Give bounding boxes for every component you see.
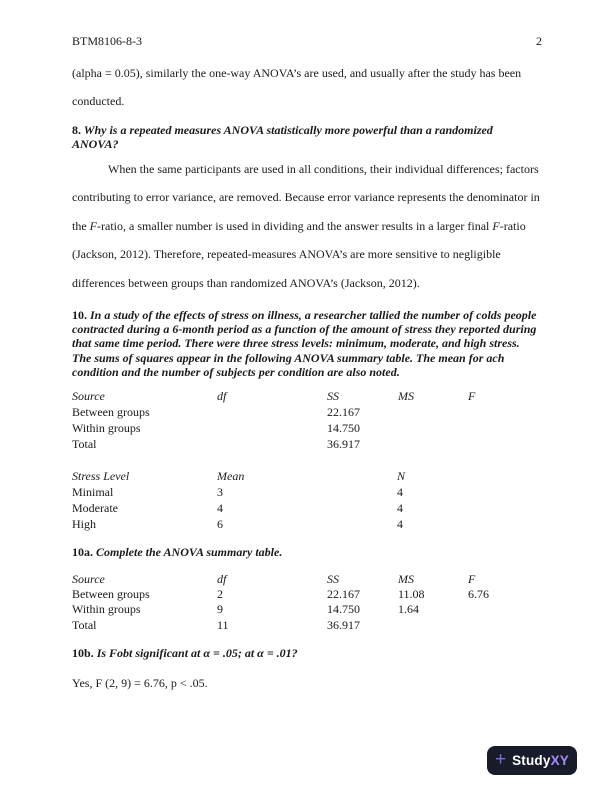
column-header-df: df xyxy=(217,572,227,586)
cell-df xyxy=(217,421,327,437)
cell-f xyxy=(468,405,475,421)
question-10-heading xyxy=(72,308,536,379)
question-10-text-line3: that same time period. There were three stress levels: minimum, moderate, and high stress. xyxy=(72,336,520,351)
cell-level: Moderate xyxy=(72,500,118,515)
cell-df xyxy=(217,437,327,453)
column-header-f: F xyxy=(468,389,476,403)
answer-8-line5: differences between groups than randomized ANOVA’s (Jackson, 2012). xyxy=(72,275,420,290)
column-header-stress-level: Stress Level xyxy=(72,469,130,483)
cell-source: Total xyxy=(72,617,97,632)
cell-ms xyxy=(398,405,468,421)
question-10-text-line4: The sums of squares appear in the following ANOVA summary table. The mean for ach xyxy=(72,350,505,365)
header-page-number: 2 xyxy=(536,34,542,48)
table-header-row xyxy=(72,572,489,587)
answer-8-line3: the F-ratio, a smaller number is used in dividing and the answer results in a larger final F-ratio xyxy=(72,218,526,233)
plus-icon: + xyxy=(494,749,507,770)
cell-source: Within groups xyxy=(72,602,141,617)
logo-text-study: Study xyxy=(512,753,551,768)
cell-ms: 11.08 xyxy=(398,587,425,602)
logo-text-xy: XY xyxy=(550,753,570,768)
page-header xyxy=(72,34,542,49)
question-10b-number: 10b. xyxy=(72,646,94,660)
cell-ms xyxy=(398,437,468,453)
table-row xyxy=(72,587,489,602)
question-10a-heading xyxy=(72,545,282,560)
cell-df: 9 xyxy=(217,602,223,617)
answer-8-line2: contributing to error variance, are removed. Because error variance represents the denominator in xyxy=(72,190,540,205)
cell-n: 4 xyxy=(397,484,403,499)
answer-8-paragraph xyxy=(72,162,540,304)
cell-level: High xyxy=(72,516,96,531)
table-header-row xyxy=(72,469,405,485)
table-row xyxy=(72,618,489,633)
cell-source: Within groups xyxy=(72,420,141,435)
studyxy-logo-text xyxy=(512,753,569,768)
table-row xyxy=(72,602,489,617)
cell-ss: 36.917 xyxy=(327,617,360,632)
question-8-text-line1: Why is a repeated measures ANOVA statistically more powerful than a randomized xyxy=(81,123,493,137)
cell-f xyxy=(468,602,489,617)
column-header-ss: SS xyxy=(327,572,339,586)
stress-level-table xyxy=(72,469,405,533)
anova-table-complete xyxy=(72,572,489,633)
column-header-source: Source xyxy=(72,389,105,403)
cell-n: 4 xyxy=(397,516,403,531)
cell-mean: 3 xyxy=(217,484,223,499)
question-10-text-line1: In a study of the effects of stress on illness, a researcher tallied the number of colds people xyxy=(87,308,537,322)
table-row xyxy=(72,485,405,501)
question-10-text-line2: contracted during a 6-month period as a function of the amount of stress they reported during xyxy=(72,322,537,337)
question-10b-heading xyxy=(72,646,298,661)
cell-ss: 22.167 xyxy=(327,587,360,602)
cell-source: Between groups xyxy=(72,587,150,602)
cell-ss: 14.750 xyxy=(327,602,360,617)
table-row xyxy=(72,501,405,517)
cell-df: 11 xyxy=(217,617,229,632)
cell-mean: 4 xyxy=(217,500,223,515)
question-10-number: 10. xyxy=(72,308,87,322)
column-header-df: df xyxy=(217,389,227,403)
answer-8-line1: When the same participants are used in all conditions, their individual differences; factors xyxy=(108,162,539,176)
f-ratio-italic-f: F xyxy=(492,218,500,233)
anova-table-incomplete xyxy=(72,389,475,453)
cell-ms: 1.64 xyxy=(398,602,419,617)
intro-paragraph-line2: conducted. xyxy=(72,94,125,108)
f-ratio-italic-f: F xyxy=(89,218,98,233)
column-header-ms: MS xyxy=(398,389,414,403)
column-header-n: N xyxy=(397,469,406,483)
cell-source: Total xyxy=(72,436,97,451)
question-10a-text: Complete the ANOVA summary table. xyxy=(93,545,283,559)
studyxy-logo-badge[interactable] xyxy=(487,746,577,775)
question-10b-text: Is Fobt significant at α = .05; at α = .01? xyxy=(93,646,298,660)
cell-source: Between groups xyxy=(72,404,150,419)
table-header-row xyxy=(72,389,475,405)
cell-mean: 6 xyxy=(217,516,223,531)
column-header-ms: MS xyxy=(398,572,414,586)
cell-f xyxy=(468,437,475,453)
answer-10b: Yes, F (2, 9) = 6.76, p < .05. xyxy=(72,676,208,690)
cell-ms xyxy=(398,618,468,633)
table-row xyxy=(72,517,405,533)
cell-ss: 14.750 xyxy=(327,420,360,435)
cell-f: 6.76 xyxy=(468,587,489,602)
answer-8-line4: (Jackson, 2012). Therefore, repeated-measures ANOVA’s are more sensitive to negligible xyxy=(72,247,501,262)
question-8-heading xyxy=(72,123,493,151)
table-row xyxy=(72,405,475,421)
header-course-code: BTM8106-8-3 xyxy=(72,34,142,48)
table-row xyxy=(72,421,475,437)
table-row xyxy=(72,437,475,453)
cell-level: Minimal xyxy=(72,484,114,499)
cell-ss: 22.167 xyxy=(327,404,360,419)
cell-df: 2 xyxy=(217,587,223,602)
column-header-f: F xyxy=(468,572,476,586)
cell-f xyxy=(468,421,475,437)
intro-paragraph-line1: (alpha = 0.05), similarly the one-way ANOVA’s are used, and usually after the study has been xyxy=(72,66,522,80)
question-8-number: 8. xyxy=(72,123,81,137)
cell-ms xyxy=(398,421,468,437)
question-10a-number: 10a. xyxy=(72,545,93,559)
question-10-text-line5: condition and the number of subjects per condition are also noted. xyxy=(72,364,400,379)
column-header-mean: Mean xyxy=(217,469,245,483)
cell-f xyxy=(468,618,489,633)
cell-n: 4 xyxy=(397,500,403,515)
cell-df xyxy=(217,405,327,421)
column-header-source: Source xyxy=(72,572,105,586)
cell-ss: 36.917 xyxy=(327,436,360,451)
column-header-ss: SS xyxy=(327,389,339,403)
question-8-text-line2: ANOVA? xyxy=(72,137,119,152)
